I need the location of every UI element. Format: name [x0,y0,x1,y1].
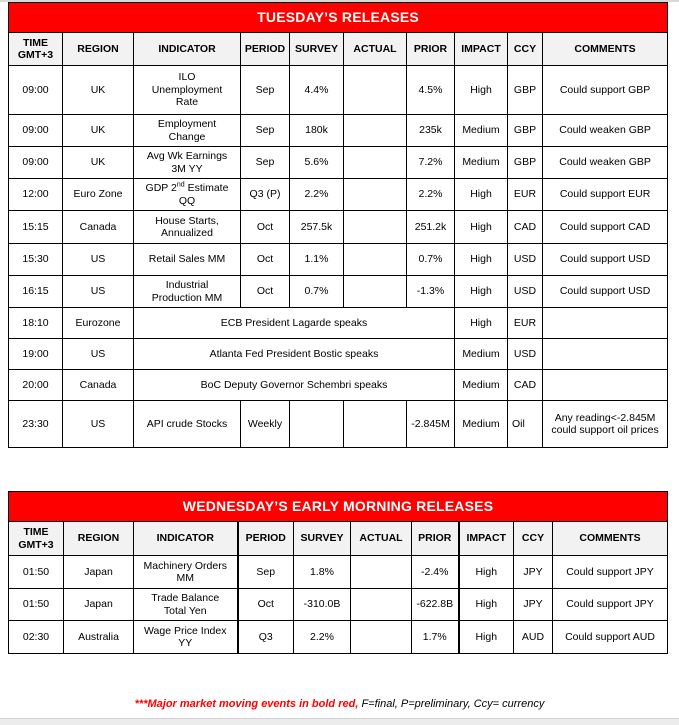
comments-cell [543,339,668,370]
col-header-survey: SURVEY [294,522,351,556]
region-cell: UK [63,115,134,147]
impact-cell: Medium [455,370,508,401]
actual-cell [344,401,407,448]
ccy-cell: JPY [514,589,553,621]
table-row [9,589,668,621]
col-header-survey: SURVEY [290,33,344,66]
indicator-cell: ILO Unemployment Rate [134,66,241,115]
survey-cell [290,401,344,448]
ccy-cell: EUR [508,308,543,339]
impact-cell: High [455,276,508,308]
comments-cell: Could support AUD [553,621,668,654]
table-row [9,621,668,654]
survey-cell: 5.6% [290,147,344,179]
col-header-region: REGION [64,522,134,556]
col-header-region: REGION [63,33,134,66]
col-header-ccy: CCY [514,522,553,556]
col-header-prior: PRIOR [407,33,455,66]
period-cell: Q3 [238,621,294,654]
indicator-cell: Avg Wk Earnings 3M YY [134,147,241,179]
impact-cell: High [455,244,508,276]
impact-cell: Medium [455,339,508,370]
actual-cell [344,115,407,147]
table-row [9,115,668,147]
col-header-prior: PRIOR [412,522,459,556]
col-header-time: TIME GMT+3 [9,522,64,556]
time-cell: 19:00 [9,339,63,370]
ccy-cell: GBP [508,115,543,147]
time-cell: 09:00 [9,147,63,179]
actual-cell [351,556,412,589]
time-cell: 09:00 [9,66,63,115]
col-header-comments: COMMENTS [543,33,668,66]
region-cell: Eurozone [63,308,134,339]
wednesday-releases-table [8,491,668,654]
comments-cell: Could support EUR [543,179,668,211]
event-row [9,370,668,401]
period-cell: Weekly [241,401,290,448]
comments-cell: Any reading<-2.845M could support oil prices [543,401,668,448]
region-cell: UK [63,147,134,179]
time-cell: 15:15 [9,211,63,244]
survey-cell: -310.0B [294,589,351,621]
impact-cell: High [459,621,514,654]
actual-cell [344,66,407,115]
impact-cell: High [455,211,508,244]
comments-cell: Could support CAD [543,211,668,244]
region-cell: US [63,339,134,370]
prior-cell: -2.845M [407,401,455,448]
impact-cell: High [455,308,508,339]
period-cell: Oct [238,589,294,621]
col-header-comments: COMMENTS [553,522,668,556]
footnote-bold-red: ***Major market moving events in bold red, [134,698,359,710]
table-row [9,66,668,115]
survey-cell: 257.5k [290,211,344,244]
table-title: WEDNESDAY’S EARLY MORNING RELEASES [9,492,668,522]
prior-cell: 251.2k [407,211,455,244]
time-cell: 20:00 [9,370,63,401]
table-title: TUESDAY’S RELEASES [9,3,668,33]
period-cell: Oct [241,244,290,276]
col-header-actual: ACTUAL [351,522,412,556]
ccy-cell: GBP [508,66,543,115]
ccy-cell: USD [508,339,543,370]
indicator-cell: Wage Price Index YY [134,621,238,654]
indicator-cell: Retail Sales MM [134,244,241,276]
impact-cell: Medium [455,147,508,179]
impact-cell: Medium [455,401,508,448]
header-row [9,33,668,66]
time-cell: 16:15 [9,276,63,308]
region-cell: Euro Zone [63,179,134,211]
indicator-cell: Trade Balance Total Yen [134,589,238,621]
period-cell: Oct [241,276,290,308]
event-cell: Atlanta Fed President Bostic speaks [134,339,455,370]
period-cell: Sep [241,66,290,115]
prior-cell: 235k [407,115,455,147]
survey-cell: 1.8% [294,556,351,589]
prior-cell: -622.8B [412,589,459,621]
actual-cell [351,589,412,621]
impact-cell: High [459,589,514,621]
ccy-cell: USD [508,244,543,276]
survey-cell: 4.4% [290,66,344,115]
period-cell: Oct [241,211,290,244]
time-cell: 15:30 [9,244,63,276]
time-cell: 18:10 [9,308,63,339]
actual-cell [344,211,407,244]
col-header-period: PERIOD [238,522,294,556]
survey-cell: 1.1% [290,244,344,276]
survey-cell: 2.2% [290,179,344,211]
comments-cell: Could weaken GBP [543,147,668,179]
prior-cell: -2.4% [412,556,459,589]
footnote-legend: F=final, P=preliminary, Ccy= currency [358,698,545,710]
region-cell: Canada [63,370,134,401]
prior-cell: 7.2% [407,147,455,179]
impact-cell: High [455,179,508,211]
actual-cell [344,147,407,179]
survey-cell: 2.2% [294,621,351,654]
region-cell: US [63,401,134,448]
comments-cell: Could support USD [543,276,668,308]
prior-cell: 0.7% [407,244,455,276]
prior-cell: 2.2% [407,179,455,211]
table-row [9,556,668,589]
table-row [9,276,668,308]
region-cell: Australia [64,621,134,654]
actual-cell [344,244,407,276]
region-cell: US [63,244,134,276]
comments-cell [543,370,668,401]
footnote [0,698,679,710]
impact-cell: High [455,66,508,115]
ccy-cell: EUR [508,179,543,211]
comments-cell [543,308,668,339]
indicator-cell: GDP 2nd Estimate QQ [134,179,241,211]
period-cell: Q3 (P) [241,179,290,211]
time-cell: 02:30 [9,621,64,654]
indicator-cell: API crude Stocks [134,401,241,448]
event-row [9,308,668,339]
col-header-time: TIME GMT+3 [9,33,63,66]
event-cell: BoC Deputy Governor Schembri speaks [134,370,455,401]
indicator-cell: House Starts, Annualized [134,211,241,244]
col-header-actual: ACTUAL [344,33,407,66]
actual-cell [351,621,412,654]
col-header-impact: IMPACT [459,522,514,556]
col-header-ccy: CCY [508,33,543,66]
event-cell: ECB President Lagarde speaks [134,308,455,339]
ccy-cell: AUD [514,621,553,654]
prior-cell: 4.5% [407,66,455,115]
region-cell: UK [63,66,134,115]
col-header-indicator: INDICATOR [134,33,241,66]
period-cell: Sep [241,115,290,147]
time-cell: 01:50 [9,589,64,621]
region-cell: US [63,276,134,308]
col-header-indicator: INDICATOR [134,522,238,556]
period-cell: Sep [238,556,294,589]
time-cell: 09:00 [9,115,63,147]
survey-cell: 0.7% [290,276,344,308]
indicator-cell: Industrial Production MM [134,276,241,308]
prior-cell: -1.3% [407,276,455,308]
event-row [9,339,668,370]
comments-cell: Could weaken GBP [543,115,668,147]
ccy-cell: JPY [514,556,553,589]
table-row [9,147,668,179]
header-row [9,522,668,556]
comments-cell: Could support JPY [553,589,668,621]
ccy-cell: GBP [508,147,543,179]
col-header-impact: IMPACT [455,33,508,66]
ccy-cell: CAD [508,370,543,401]
survey-cell: 180k [290,115,344,147]
region-cell: Japan [64,589,134,621]
ccy-cell: USD [508,276,543,308]
actual-cell [344,276,407,308]
tuesday-releases-table [8,2,668,448]
region-cell: Canada [63,211,134,244]
comments-cell: Could support USD [543,244,668,276]
table-row [9,179,668,211]
time-cell: 01:50 [9,556,64,589]
actual-cell [344,179,407,211]
ccy-cell: Oil [508,401,543,448]
comments-cell: Could support GBP [543,66,668,115]
table-row [9,211,668,244]
ccy-cell: CAD [508,211,543,244]
impact-cell: High [459,556,514,589]
impact-cell: Medium [455,115,508,147]
period-cell: Sep [241,147,290,179]
time-cell: 12:00 [9,179,63,211]
table-row [9,244,668,276]
comments-cell: Could support JPY [553,556,668,589]
region-cell: Japan [64,556,134,589]
indicator-cell: Employment Change [134,115,241,147]
col-header-period: PERIOD [241,33,290,66]
indicator-cell: Machinery Orders MM [134,556,238,589]
time-cell: 23:30 [9,401,63,448]
prior-cell: 1.7% [412,621,459,654]
table-row [9,401,668,448]
